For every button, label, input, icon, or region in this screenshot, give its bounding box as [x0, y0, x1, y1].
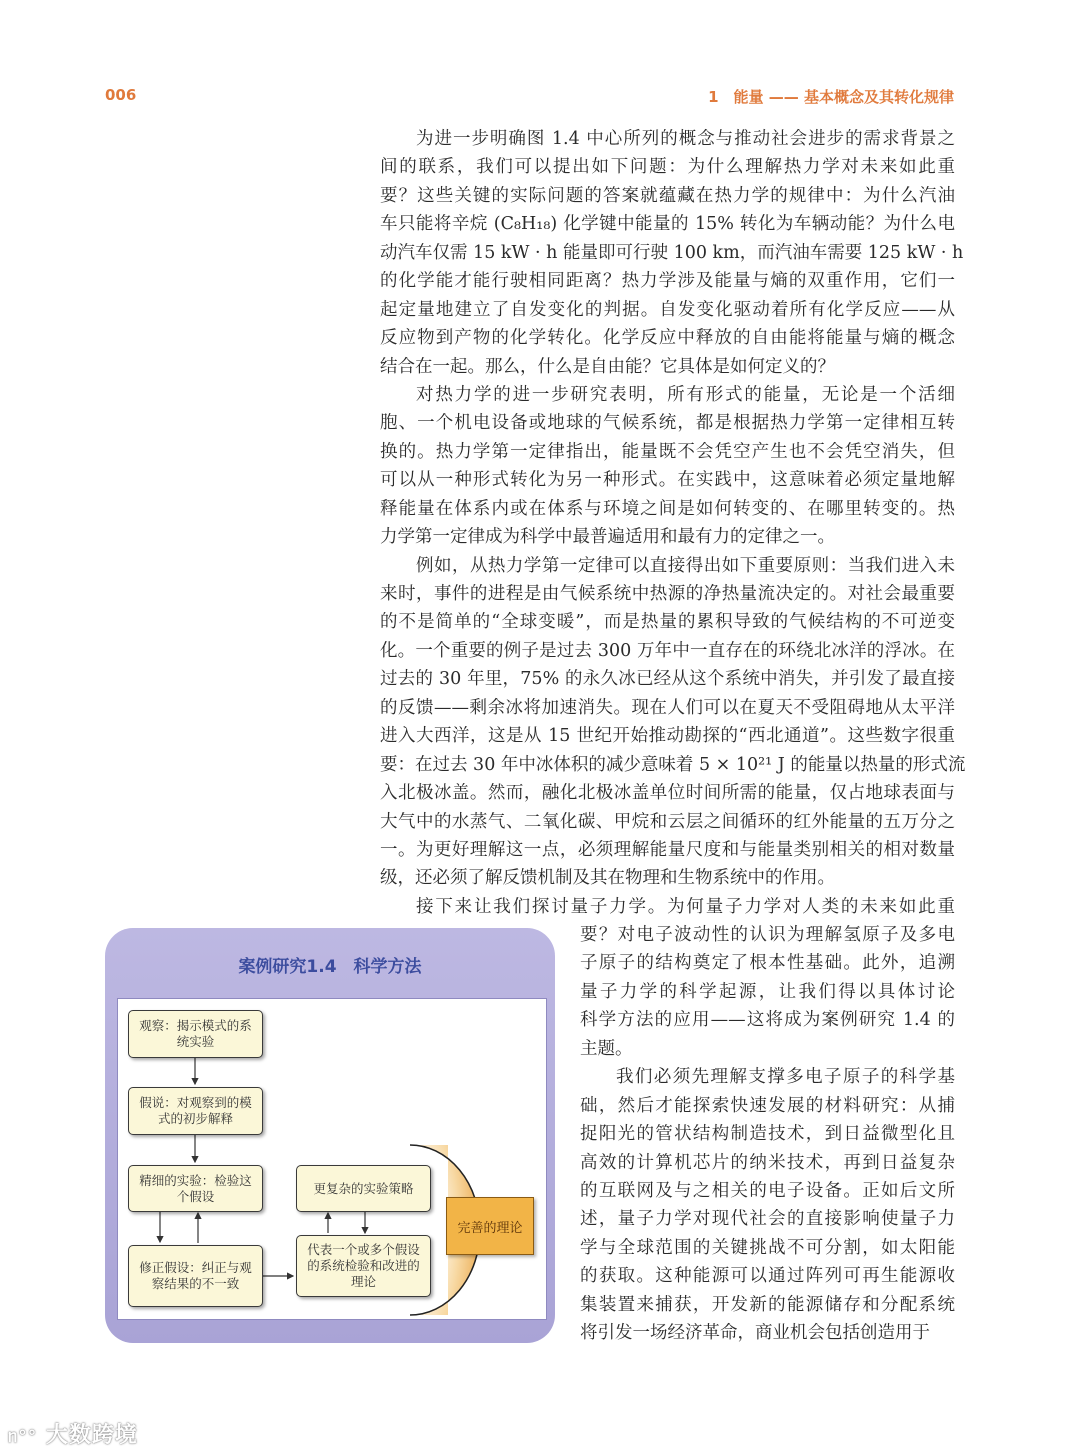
refined-theory-box: 完善的理论	[446, 1197, 534, 1255]
text-line: 高效的计算机芯片的纳米技术，再到日益复杂	[580, 1152, 955, 1173]
text-line: 的反馈——剩余冰将加速消失。现在人们可以在夏天不受阻碍地从太平洋	[380, 697, 955, 718]
text-line: 要？对电子波动性的认识为理解氢原子及多电	[580, 925, 955, 945]
watermark-text: 大数跨境	[45, 1423, 138, 1448]
text-line: 可以从一种形式转化为另一种形式。在实践中，这意味着必须定量地解	[380, 470, 955, 491]
text-line: 车只能将辛烷 (C₈H₁₈) 化学键中能量的 15% 转化为车辆动能？为什么电	[380, 214, 955, 235]
text-line: 我们必须先理解支撑多电子原子的科学基	[616, 1067, 955, 1088]
text-line: 入北极冰盖。然而，融化北极冰盖单位时间所需的能量，仅占地球表面与	[380, 783, 955, 804]
text-line: 进入大西洋，这是从 15 世纪开始推动勘探的“西北通道”。这些数字很重	[380, 726, 955, 747]
text-line: 过去的 30 年里，75% 的永久冰已经从这个系统中消失，并引发了最直接	[380, 669, 955, 690]
text-line: 量子力学的科学起源，让我们得以具体讨论	[580, 981, 955, 1002]
revise-hypothesis-box: 修正假设：纠正与观察结果的不一致	[128, 1245, 263, 1307]
text-line: 一。为更好理解这一点，必须理解能量尺度和与能量类别相关的相对数量	[380, 839, 955, 860]
case-study-panel	[105, 928, 555, 1343]
text-line: 主题。	[580, 1038, 633, 1059]
text-line: 述，量子力学对现代社会的直接影响使量子力	[580, 1209, 955, 1230]
text-line: 要：在过去 30 年中冰体积的减少意味着 5 × 10²¹ J 的能量以热量的形式流	[380, 754, 966, 775]
case-study-title: 案例研究1.4 科学方法	[238, 957, 422, 977]
observation-box: 观察：揭示模式的系统实验	[128, 1010, 263, 1058]
main-text-column	[380, 125, 966, 893]
text-line: 础，然后才能探索快速发展的材料研究：从捕	[580, 1095, 955, 1116]
paragraph-continuation	[380, 893, 955, 921]
text-line: 大气中的水蒸气、二氧化碳、甲烷和云层之间循环的红外能量的五万分之	[380, 811, 955, 832]
text-line: 要？这些关键的实际问题的答案就蕴藏在热力学的规律中：为什么汽油	[380, 185, 955, 206]
text-line: 结合在一起。那么，什么是自由能？它具体是如何定义的？	[380, 356, 835, 377]
text-line: 动汽车仅需 15 kW · h 能量即可行驶 100 km，而汽油车需要 125 kW · h	[380, 242, 964, 263]
page-number: 006	[105, 86, 137, 104]
text-line: 胞、一个机电设备或地球的气候系统，都是根据热力学第一定律相互转	[380, 413, 955, 434]
text-line: 化。一个重要的例子是过去 300 万年中一直存在的环绕北冰洋的浮冰。在	[380, 640, 955, 661]
text-line: 的化学能才能行驶相同距离？热力学涉及能量与熵的双重作用，它们一	[380, 271, 955, 292]
text-line: 为进一步明确图 1.4 中心所列的概念与推动社会进步的需求背景之	[416, 129, 955, 149]
text-line: 的互联网及与之相关的电子设备。正如后文所	[580, 1180, 955, 1201]
strategy-box: 更复杂的实验策略	[296, 1165, 431, 1212]
text-line: 间的联系，我们可以提出如下问题：为什么理解热力学对未来如此重	[380, 157, 955, 178]
text-line: 学与全球范围的关键挑战不可分割，如太阳能	[580, 1237, 955, 1258]
watermark-logo	[8, 1418, 138, 1449]
side-text-column	[580, 921, 955, 1348]
text-line: 的获取。这种能源可以通过阵列可再生能源收	[580, 1266, 955, 1287]
text-line: 集装置来捕获，开发新的能源储存和分配系统	[580, 1294, 955, 1315]
text-line: 例如，从热力学第一定律可以直接得出如下重要原则：当我们进入未	[416, 555, 955, 576]
experiment-box: 精细的实验：检验这个假设	[128, 1165, 263, 1212]
text-line: 反应物到产物的化学转化。化学反应中释放的自由能将能量与熵的概念	[380, 328, 955, 349]
running-header: 1 能量 —— 基本概念及其转化规律	[708, 88, 954, 106]
text-line: 的不是简单的“全球变暖”，而是热量的累积导致的气候结构的不可逆变	[380, 612, 955, 633]
flowchart	[117, 998, 547, 1320]
text-line: 将引发一场经济革命，商业机会包括创造用于	[580, 1323, 930, 1344]
text-line: 起定量地建立了自发变化的判据。自发变化驱动着所有化学反应——从	[380, 299, 955, 320]
text-line: 对热力学的进一步研究表明，所有形式的能量，无论是一个活细	[416, 384, 955, 405]
text-line: 捉阳光的管状结构制造技术，到日益微型化且	[580, 1124, 955, 1145]
text-line: 级，还必须了解反馈机制及其在物理和生物系统中的作用。	[380, 868, 835, 889]
watermark-icon: ᥒ°°	[8, 1427, 38, 1447]
text-line: 换的。热力学第一定律指出，能量既不会凭空产生也不会凭空消失，但	[380, 441, 955, 462]
text-line: 接下来让我们探讨量子力学。为何量子力学对人类的未来如此重	[416, 897, 955, 917]
text-line: 科学方法的应用——这将成为案例研究 1.4 的	[580, 1010, 955, 1031]
hypothesis-box: 假说：对观察到的模式的初步解释	[128, 1087, 263, 1135]
text-line: 子原子的结构奠定了根本性基础。此外，追溯	[580, 953, 955, 974]
text-line: 力学第一定律成为科学中最普遍适用和最有力的定律之一。	[380, 527, 835, 548]
text-line: 来时，事件的进程是由气候系统中热源的净热量流决定的。对社会最重要	[380, 584, 955, 604]
text-line: 释能量在体系内或在体系与环境之间是如何转变的、在哪里转变的。热	[380, 498, 955, 519]
theory-test-box: 代表一个或多个假设的系统检验和改进的理论	[296, 1235, 431, 1297]
